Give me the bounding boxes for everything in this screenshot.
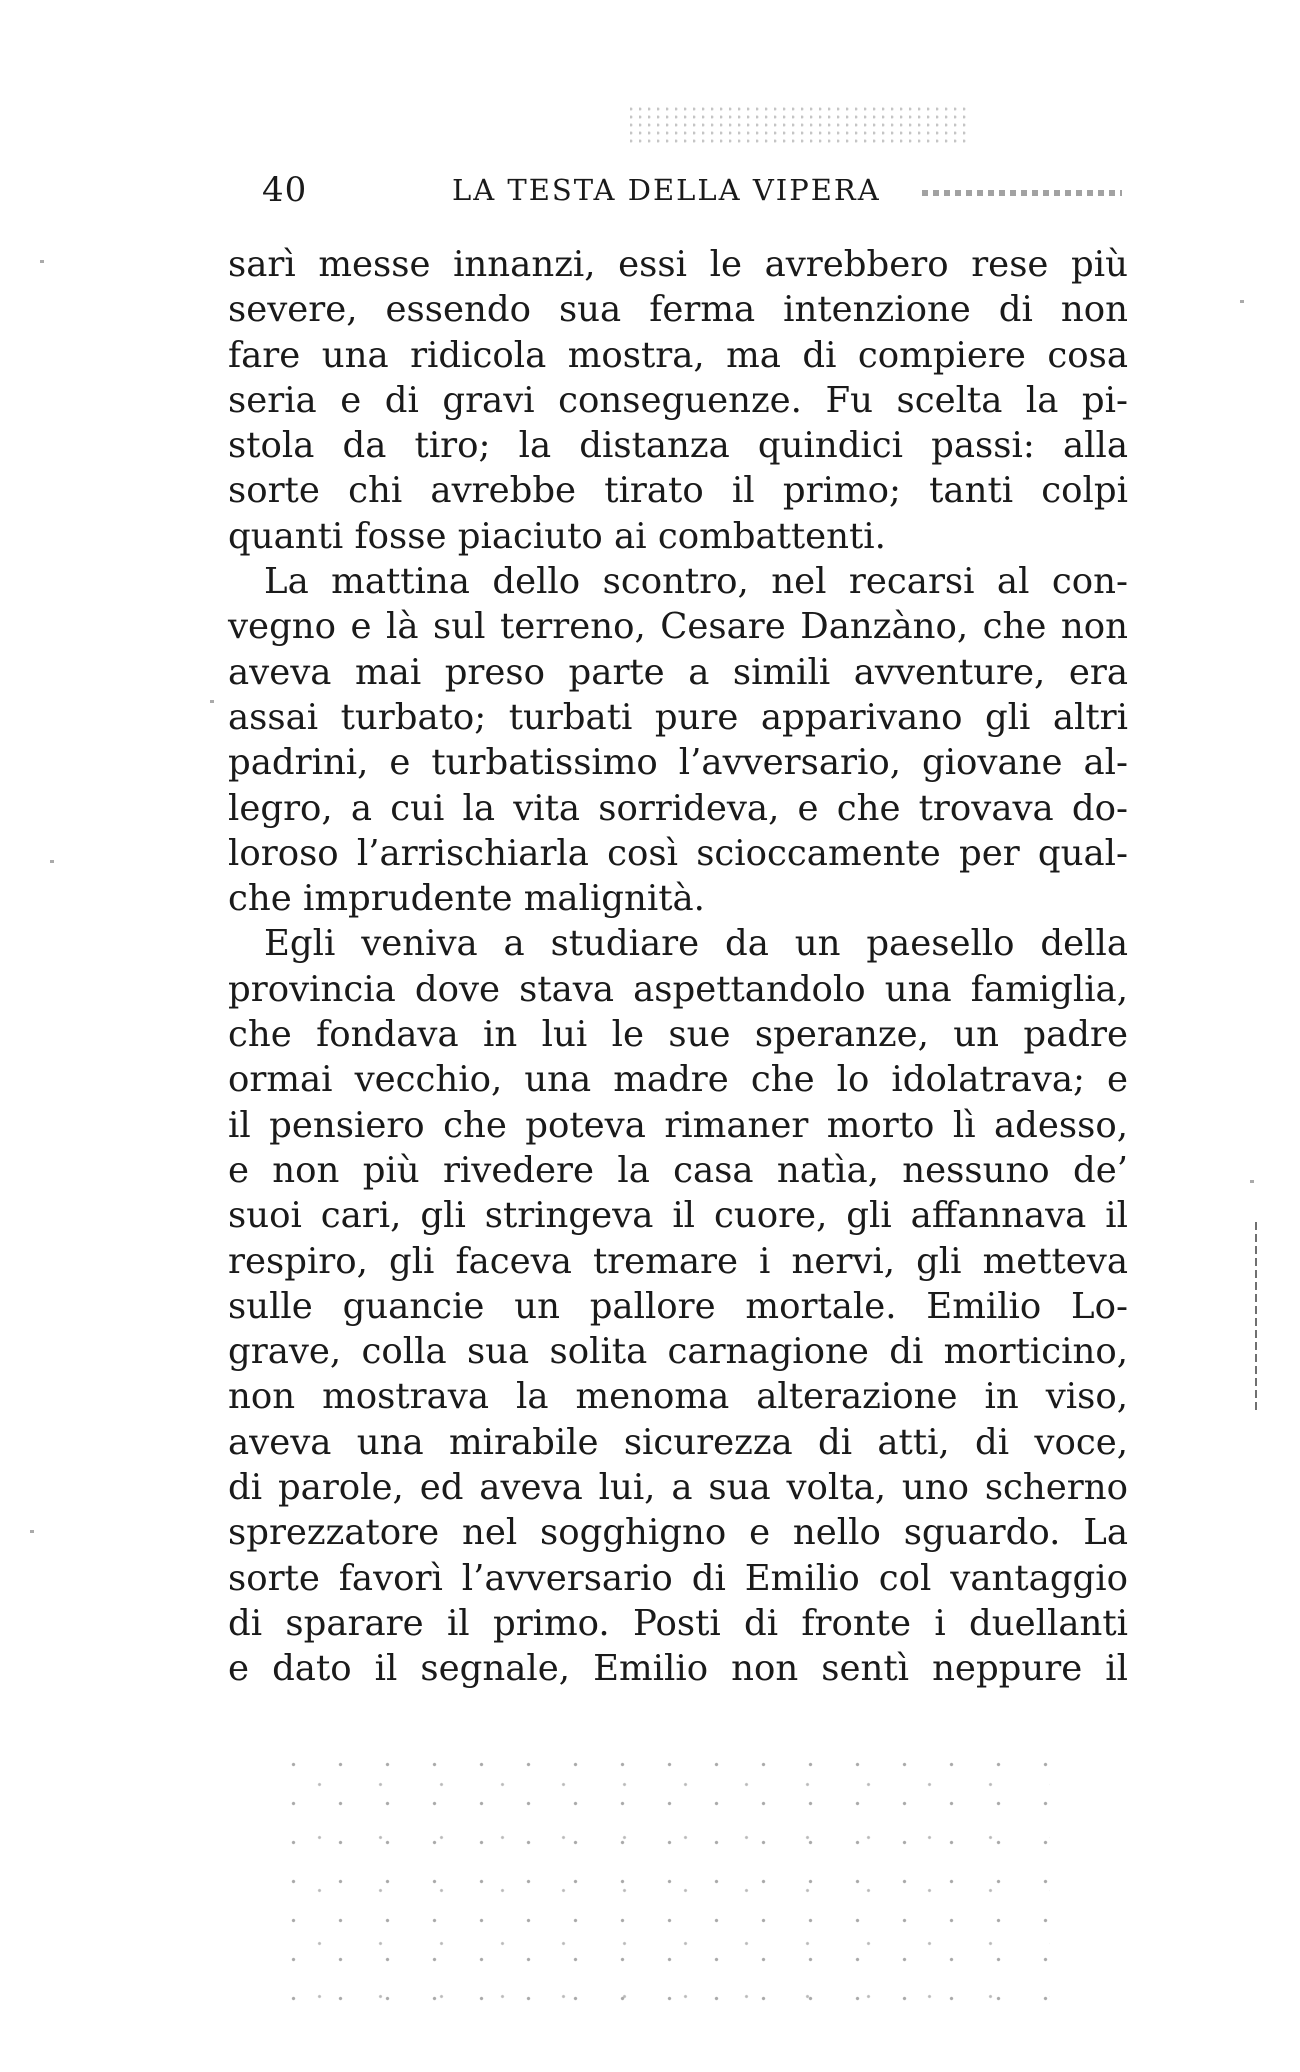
- text-line: che fondava in lui le sue speranze, un padre: [228, 1014, 1128, 1056]
- text-line: e dato il segnale, Emilio non sentì neppure il: [228, 1648, 1128, 1690]
- margin-mark: [1255, 1222, 1257, 1410]
- text-line: e non più rivedere la casa natìa, nessuno de’: [228, 1149, 1128, 1191]
- text-line: sprezzatore nel sogghigno e nello sguardo. La: [228, 1512, 1128, 1554]
- text-line: di sparare il primo. Posti di fronte i duellanti: [228, 1602, 1128, 1644]
- text-line: ormai vecchio, una madre che lo idolatrava; e: [228, 1059, 1128, 1101]
- header-smudge: [922, 190, 1122, 196]
- text-line: sorte favorì l’avversario di Emilio col vantaggio: [228, 1557, 1128, 1599]
- text-line: stola da tiro; la distanza quindici passi: alla: [228, 425, 1128, 467]
- page-header: [262, 170, 1122, 220]
- text-line: il pensiero che poteva rimaner morto lì adesso,: [228, 1104, 1128, 1146]
- text-line: La mattina dello scontro, nel recarsi al con-: [264, 561, 1128, 603]
- paragraph-2: [228, 559, 1128, 921]
- text-line: vegno e là sul terreno, Cesare Danzàno, che non: [228, 606, 1128, 648]
- scan-speck: [50, 860, 54, 863]
- text-line: aveva una mirabile sicurezza di atti, di voce,: [228, 1421, 1128, 1463]
- text-line: grave, colla sua solita carnagione di morticino,: [228, 1331, 1128, 1373]
- running-title: LA TESTA DELLA VIPERA: [452, 173, 881, 207]
- text-line: loroso l’arrischiarla così scioccamente per qual-: [228, 832, 1128, 874]
- text-line: suoi cari, gli stringeva il cuore, gli affannava il: [228, 1195, 1128, 1237]
- text-line: provincia dove stava aspettandolo una famiglia,: [228, 968, 1128, 1010]
- scan-speck: [210, 700, 214, 703]
- text-line: Egli veniva a studiare da un paesello della: [264, 923, 1128, 965]
- body-text: [228, 242, 1128, 1692]
- scan-speck: [1240, 300, 1244, 303]
- text-line: quanti fosse piaciuto ai combattenti.: [228, 515, 886, 557]
- text-line: fare una ridicola mostra, ma di compiere cosa: [228, 334, 1128, 376]
- paragraph-3: [228, 921, 1128, 1691]
- scan-speck: [30, 1530, 34, 1533]
- scan-smudge: [630, 105, 970, 145]
- text-line: aveva mai preso parte a simili avventure, era: [228, 651, 1128, 693]
- page-number: 40: [262, 170, 308, 210]
- scan-speck: [1250, 1180, 1254, 1183]
- text-line: che imprudente malignità.: [228, 878, 705, 920]
- text-line: respiro, gli faceva tremare i nervi, gli metteva: [228, 1240, 1128, 1282]
- paragraph-1: [228, 242, 1128, 559]
- text-line: legro, a cui la vita sorrideva, e che trovava do-: [228, 787, 1128, 829]
- scan-noise: [270, 1745, 1050, 2015]
- text-line: seria e di gravi conseguenze. Fu scelta la pi-: [228, 379, 1128, 421]
- text-line: di parole, ed aveva lui, a sua volta, uno scherno: [228, 1467, 1128, 1509]
- text-line: non mostrava la menoma alterazione in viso,: [228, 1376, 1128, 1418]
- scan-speck: [40, 260, 44, 263]
- text-line: sarì messe innanzi, essi le avrebbero rese più: [228, 244, 1128, 285]
- text-line: severe, essendo sua ferma intenzione di non: [228, 289, 1128, 331]
- text-line: padrini, e turbatissimo l’avversario, giovane al-: [228, 742, 1128, 784]
- text-line: assai turbato; turbati pure apparivano gli altri: [228, 696, 1128, 738]
- text-line: sorte chi avrebbe tirato il primo; tanti colpi: [228, 470, 1128, 512]
- text-line: sulle guancie un pallore mortale. Emilio Lo-: [228, 1285, 1128, 1327]
